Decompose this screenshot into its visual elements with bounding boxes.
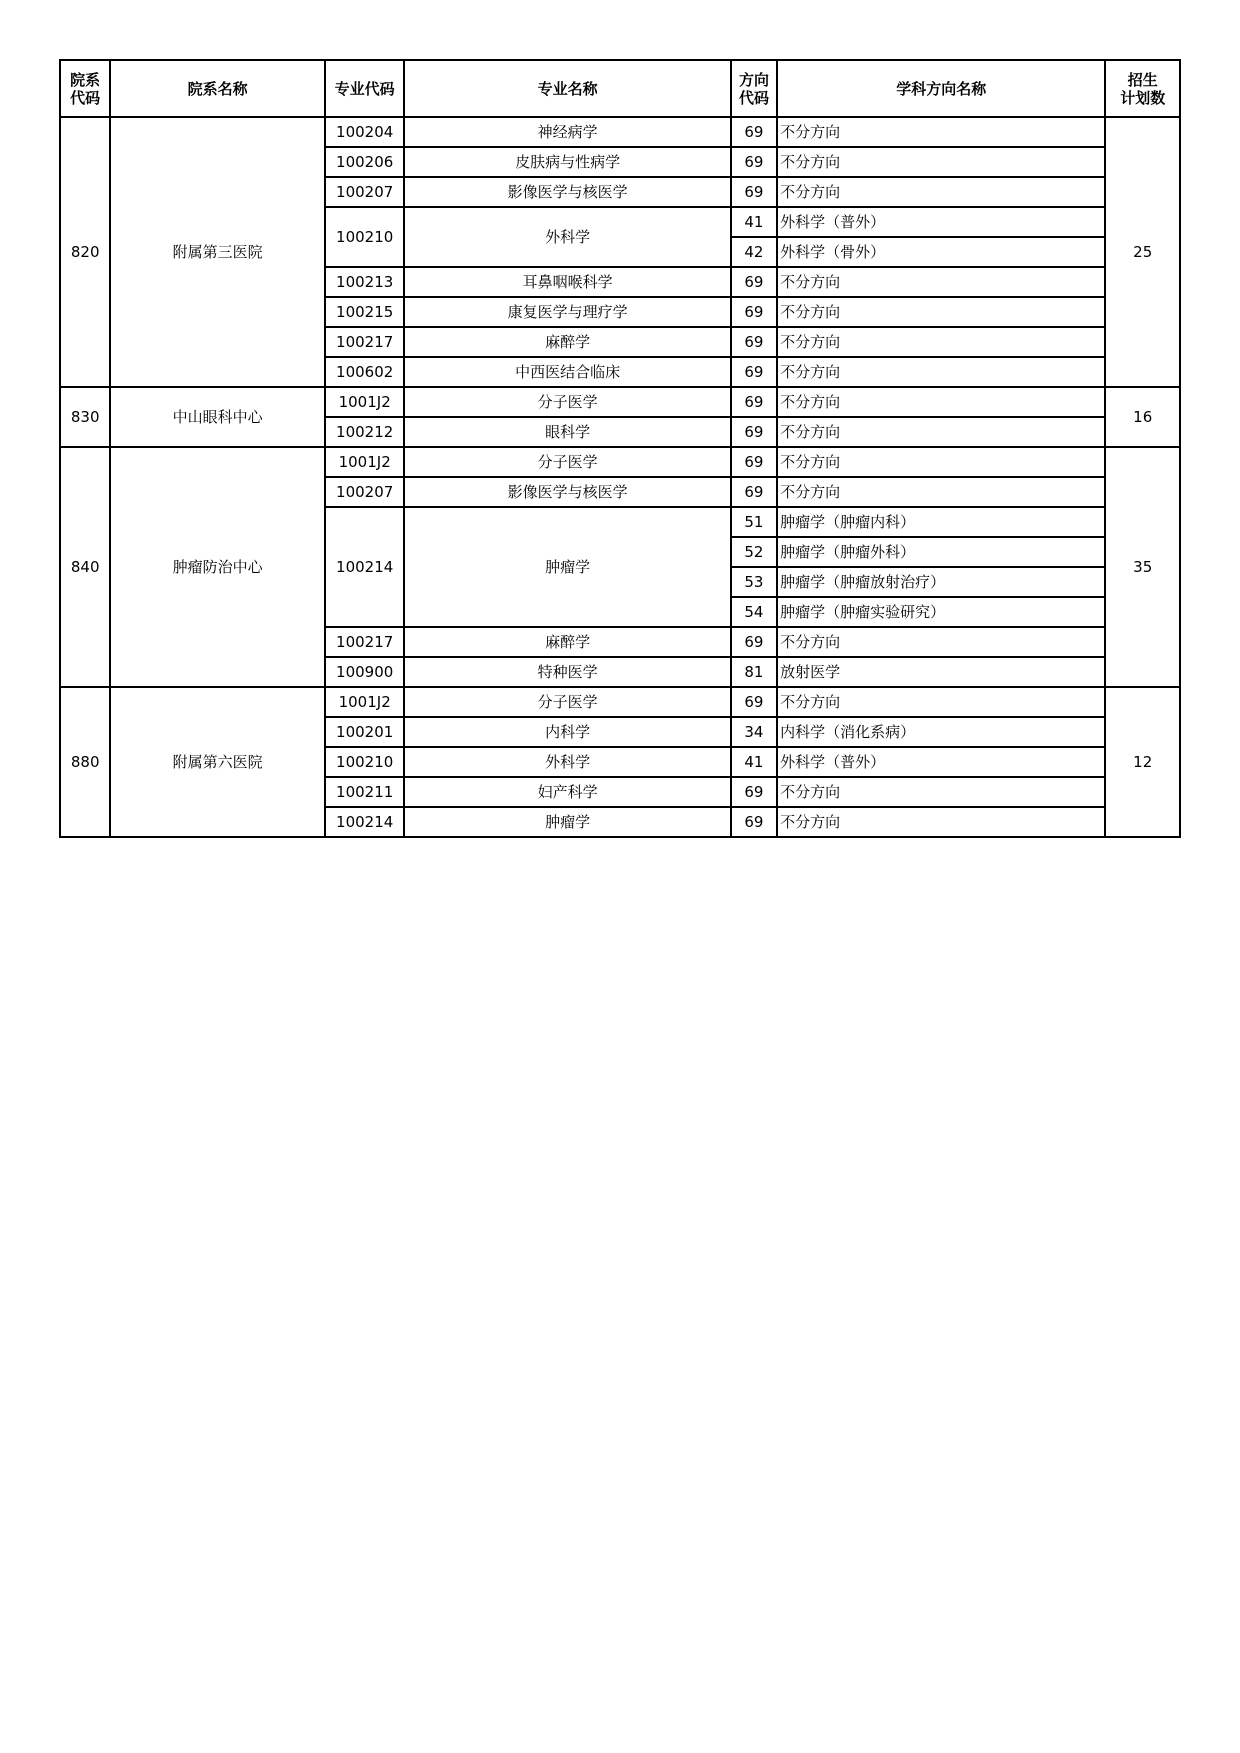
direction-code-cell: 69 (731, 267, 777, 297)
major-name-cell: 神经病学 (404, 117, 730, 147)
dept-code-cell: 840 (60, 447, 110, 687)
direction-name-cell: 不分方向 (777, 117, 1105, 147)
direction-name-cell: 不分方向 (777, 327, 1105, 357)
major-code-cell: 100900 (325, 657, 405, 687)
direction-code-cell: 41 (731, 747, 777, 777)
direction-code-cell: 69 (731, 147, 777, 177)
direction-name-cell: 不分方向 (777, 477, 1105, 507)
major-code-cell: 100214 (325, 507, 405, 627)
direction-name-cell: 不分方向 (777, 267, 1105, 297)
direction-name-cell: 不分方向 (777, 807, 1105, 837)
major-code-cell: 100210 (325, 747, 405, 777)
major-code-cell: 100207 (325, 177, 405, 207)
quota-cell: 35 (1105, 447, 1180, 687)
direction-code-cell: 69 (731, 477, 777, 507)
major-name-cell: 外科学 (404, 207, 730, 267)
major-code-cell: 100201 (325, 717, 405, 747)
direction-name-cell: 肿瘤学（肿瘤放射治疗） (777, 567, 1105, 597)
major-name-cell: 分子医学 (404, 447, 730, 477)
major-code-cell: 100206 (325, 147, 405, 177)
major-code-cell: 100602 (325, 357, 405, 387)
direction-code-cell: 69 (731, 627, 777, 657)
header-direction-name: 学科方向名称 (777, 60, 1105, 117)
direction-code-cell: 41 (731, 207, 777, 237)
major-code-cell: 100207 (325, 477, 405, 507)
direction-code-cell: 69 (731, 327, 777, 357)
direction-name-cell: 外科学（普外） (777, 207, 1105, 237)
direction-name-cell: 放射医学 (777, 657, 1105, 687)
direction-code-cell: 69 (731, 297, 777, 327)
major-name-cell: 影像医学与核医学 (404, 177, 730, 207)
direction-name-cell: 内科学（消化系病） (777, 717, 1105, 747)
major-code-cell: 1001J2 (325, 447, 405, 477)
direction-code-cell: 53 (731, 567, 777, 597)
table-row (60, 117, 1180, 147)
major-name-cell: 中西医结合临床 (404, 357, 730, 387)
direction-code-cell: 81 (731, 657, 777, 687)
direction-code-cell: 69 (731, 177, 777, 207)
quota-cell: 16 (1105, 387, 1180, 447)
direction-name-cell: 肿瘤学（肿瘤实验研究） (777, 597, 1105, 627)
direction-code-cell: 51 (731, 507, 777, 537)
major-code-cell: 1001J2 (325, 387, 405, 417)
major-name-cell: 分子医学 (404, 387, 730, 417)
direction-code-cell: 69 (731, 687, 777, 717)
dept-name-cell: 肿瘤防治中心 (110, 447, 325, 687)
major-name-cell: 肿瘤学 (404, 507, 730, 627)
header-direction-code: 方向 代码 (731, 60, 777, 117)
header-quota: 招生 计划数 (1105, 60, 1180, 117)
direction-name-cell: 外科学（普外） (777, 747, 1105, 777)
direction-name-cell: 不分方向 (777, 297, 1105, 327)
major-name-cell: 皮肤病与性病学 (404, 147, 730, 177)
major-name-cell: 麻醉学 (404, 627, 730, 657)
table-body (60, 117, 1180, 837)
direction-code-cell: 52 (731, 537, 777, 567)
direction-code-cell: 42 (731, 237, 777, 267)
direction-name-cell: 不分方向 (777, 687, 1105, 717)
major-name-cell: 外科学 (404, 747, 730, 777)
major-name-cell: 肿瘤学 (404, 807, 730, 837)
table-header (60, 60, 1180, 117)
major-name-cell: 眼科学 (404, 417, 730, 447)
dept-code-cell: 880 (60, 687, 110, 837)
direction-name-cell: 肿瘤学（肿瘤外科） (777, 537, 1105, 567)
direction-code-cell: 69 (731, 387, 777, 417)
direction-code-cell: 54 (731, 597, 777, 627)
major-code-cell: 100212 (325, 417, 405, 447)
table-row (60, 387, 1180, 417)
table-row (60, 447, 1180, 477)
major-name-cell: 分子医学 (404, 687, 730, 717)
direction-name-cell: 肿瘤学（肿瘤内科） (777, 507, 1105, 537)
major-name-cell: 耳鼻咽喉科学 (404, 267, 730, 297)
header-major-code: 专业代码 (325, 60, 405, 117)
direction-name-cell: 不分方向 (777, 387, 1105, 417)
dept-name-cell: 中山眼科中心 (110, 387, 325, 447)
enrollment-plan-table (59, 59, 1181, 838)
major-name-cell: 妇产科学 (404, 777, 730, 807)
header-dept-name: 院系名称 (110, 60, 325, 117)
direction-code-cell: 69 (731, 807, 777, 837)
major-code-cell: 100213 (325, 267, 405, 297)
major-code-cell: 100217 (325, 327, 405, 357)
direction-name-cell: 不分方向 (777, 447, 1105, 477)
direction-code-cell: 69 (731, 357, 777, 387)
direction-code-cell: 69 (731, 417, 777, 447)
dept-code-cell: 820 (60, 117, 110, 387)
direction-code-cell: 34 (731, 717, 777, 747)
dept-name-cell: 附属第六医院 (110, 687, 325, 837)
header-row (60, 60, 1180, 117)
major-code-cell: 1001J2 (325, 687, 405, 717)
direction-code-cell: 69 (731, 777, 777, 807)
major-code-cell: 100217 (325, 627, 405, 657)
direction-name-cell: 不分方向 (777, 417, 1105, 447)
dept-code-cell: 830 (60, 387, 110, 447)
direction-name-cell: 外科学（骨外） (777, 237, 1105, 267)
direction-code-cell: 69 (731, 117, 777, 147)
direction-name-cell: 不分方向 (777, 357, 1105, 387)
major-name-cell: 内科学 (404, 717, 730, 747)
direction-name-cell: 不分方向 (777, 147, 1105, 177)
header-major-name: 专业名称 (404, 60, 730, 117)
direction-name-cell: 不分方向 (777, 777, 1105, 807)
major-name-cell: 麻醉学 (404, 327, 730, 357)
quota-cell: 12 (1105, 687, 1180, 837)
table-row (60, 687, 1180, 717)
major-name-cell: 影像医学与核医学 (404, 477, 730, 507)
direction-name-cell: 不分方向 (777, 627, 1105, 657)
header-dept-code: 院系 代码 (60, 60, 110, 117)
major-code-cell: 100211 (325, 777, 405, 807)
dept-name-cell: 附属第三医院 (110, 117, 325, 387)
major-code-cell: 100204 (325, 117, 405, 147)
direction-name-cell: 不分方向 (777, 177, 1105, 207)
quota-cell: 25 (1105, 117, 1180, 387)
major-code-cell: 100215 (325, 297, 405, 327)
major-name-cell: 特种医学 (404, 657, 730, 687)
direction-code-cell: 69 (731, 447, 777, 477)
major-name-cell: 康复医学与理疗学 (404, 297, 730, 327)
major-code-cell: 100210 (325, 207, 405, 267)
major-code-cell: 100214 (325, 807, 405, 837)
